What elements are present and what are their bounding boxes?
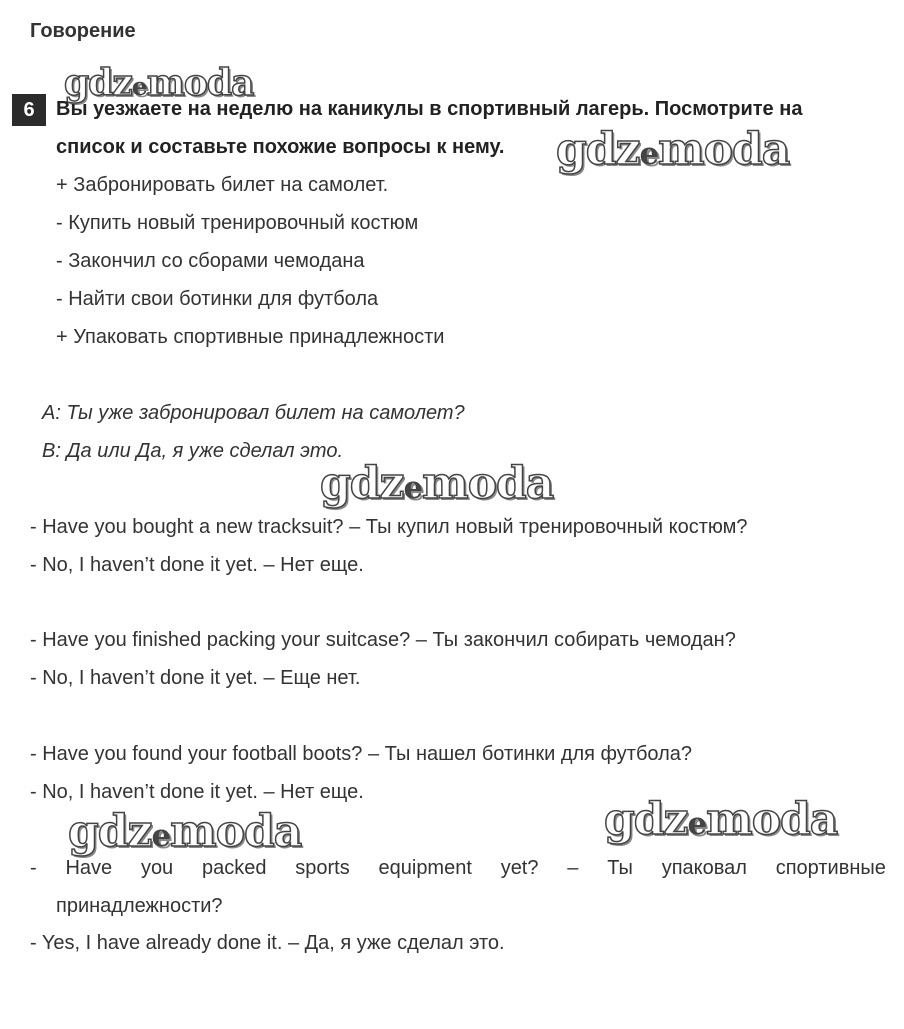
watermark: gdzemoda <box>320 458 554 509</box>
answer-question: - Have you finished packing your suitcase? – Ты закончил собирать чемодан? <box>30 629 736 651</box>
answer-question: - Have you bought a new tracksuit? – Ты купил новый тренировочный костюм? <box>30 516 748 538</box>
watermark-right: moda <box>706 794 838 845</box>
task-text-line2: список и составьте похожие вопросы к нему. <box>56 136 505 158</box>
watermark-left: gdz <box>320 458 404 509</box>
checklist-item: + Упаковать спортивные принадлежности <box>56 326 445 348</box>
checklist-item: - Закончил со сборами чемодана <box>56 250 365 272</box>
answer-question: - Have you found your football boots? – Ты нашел ботинки для футбола? <box>30 743 693 765</box>
task-text-line1: Вы уезжаете на неделю на каникулы в спортивный лагерь. Посмотрите на <box>56 98 803 120</box>
answer-reply: - No, I haven’t done it yet. – Еще нет. <box>30 667 361 689</box>
example-answer: B: Да или Да, я уже сделал это. <box>42 440 343 462</box>
watermark-right: moda <box>146 62 254 104</box>
watermark-right: moda <box>658 124 790 175</box>
answer-reply: - No, I haven’t done it yet. – Нет еще. <box>30 554 364 576</box>
watermark: gdzemoda <box>64 62 254 104</box>
example-question: A: Ты уже забронировал билет на самолет? <box>42 402 465 424</box>
exercise-number-badge: 6 <box>12 94 46 126</box>
checklist-item: - Найти свои ботинки для футбола <box>56 288 379 310</box>
section-title: Говорение <box>30 20 136 42</box>
watermark-right: moda <box>422 458 554 509</box>
answer-reply: - No, I haven’t done it yet. – Нет еще. <box>30 781 364 803</box>
answer-question-continuation: принадлежности? <box>56 895 223 917</box>
watermark-left: gdz <box>64 62 132 104</box>
checklist-item: - Купить новый тренировочный костюм <box>56 212 419 234</box>
answer-reply: - Yes, I have already done it. – Да, я уже сделал это. <box>30 932 505 954</box>
checklist-item: + Забронировать билет на самолет. <box>56 174 389 196</box>
answer-question-justified: - Have you packed sports equipment yet? – Ты упаковал спортивные <box>30 857 886 879</box>
watermark-right: moda <box>170 806 302 857</box>
watermark-left: gdz <box>556 124 640 175</box>
watermark-left: gdz <box>68 806 152 857</box>
watermark: gdzemoda <box>604 794 838 845</box>
watermark: gdzemoda <box>68 806 302 857</box>
watermark: gdzemoda <box>556 124 790 175</box>
watermark-left: gdz <box>604 794 688 845</box>
